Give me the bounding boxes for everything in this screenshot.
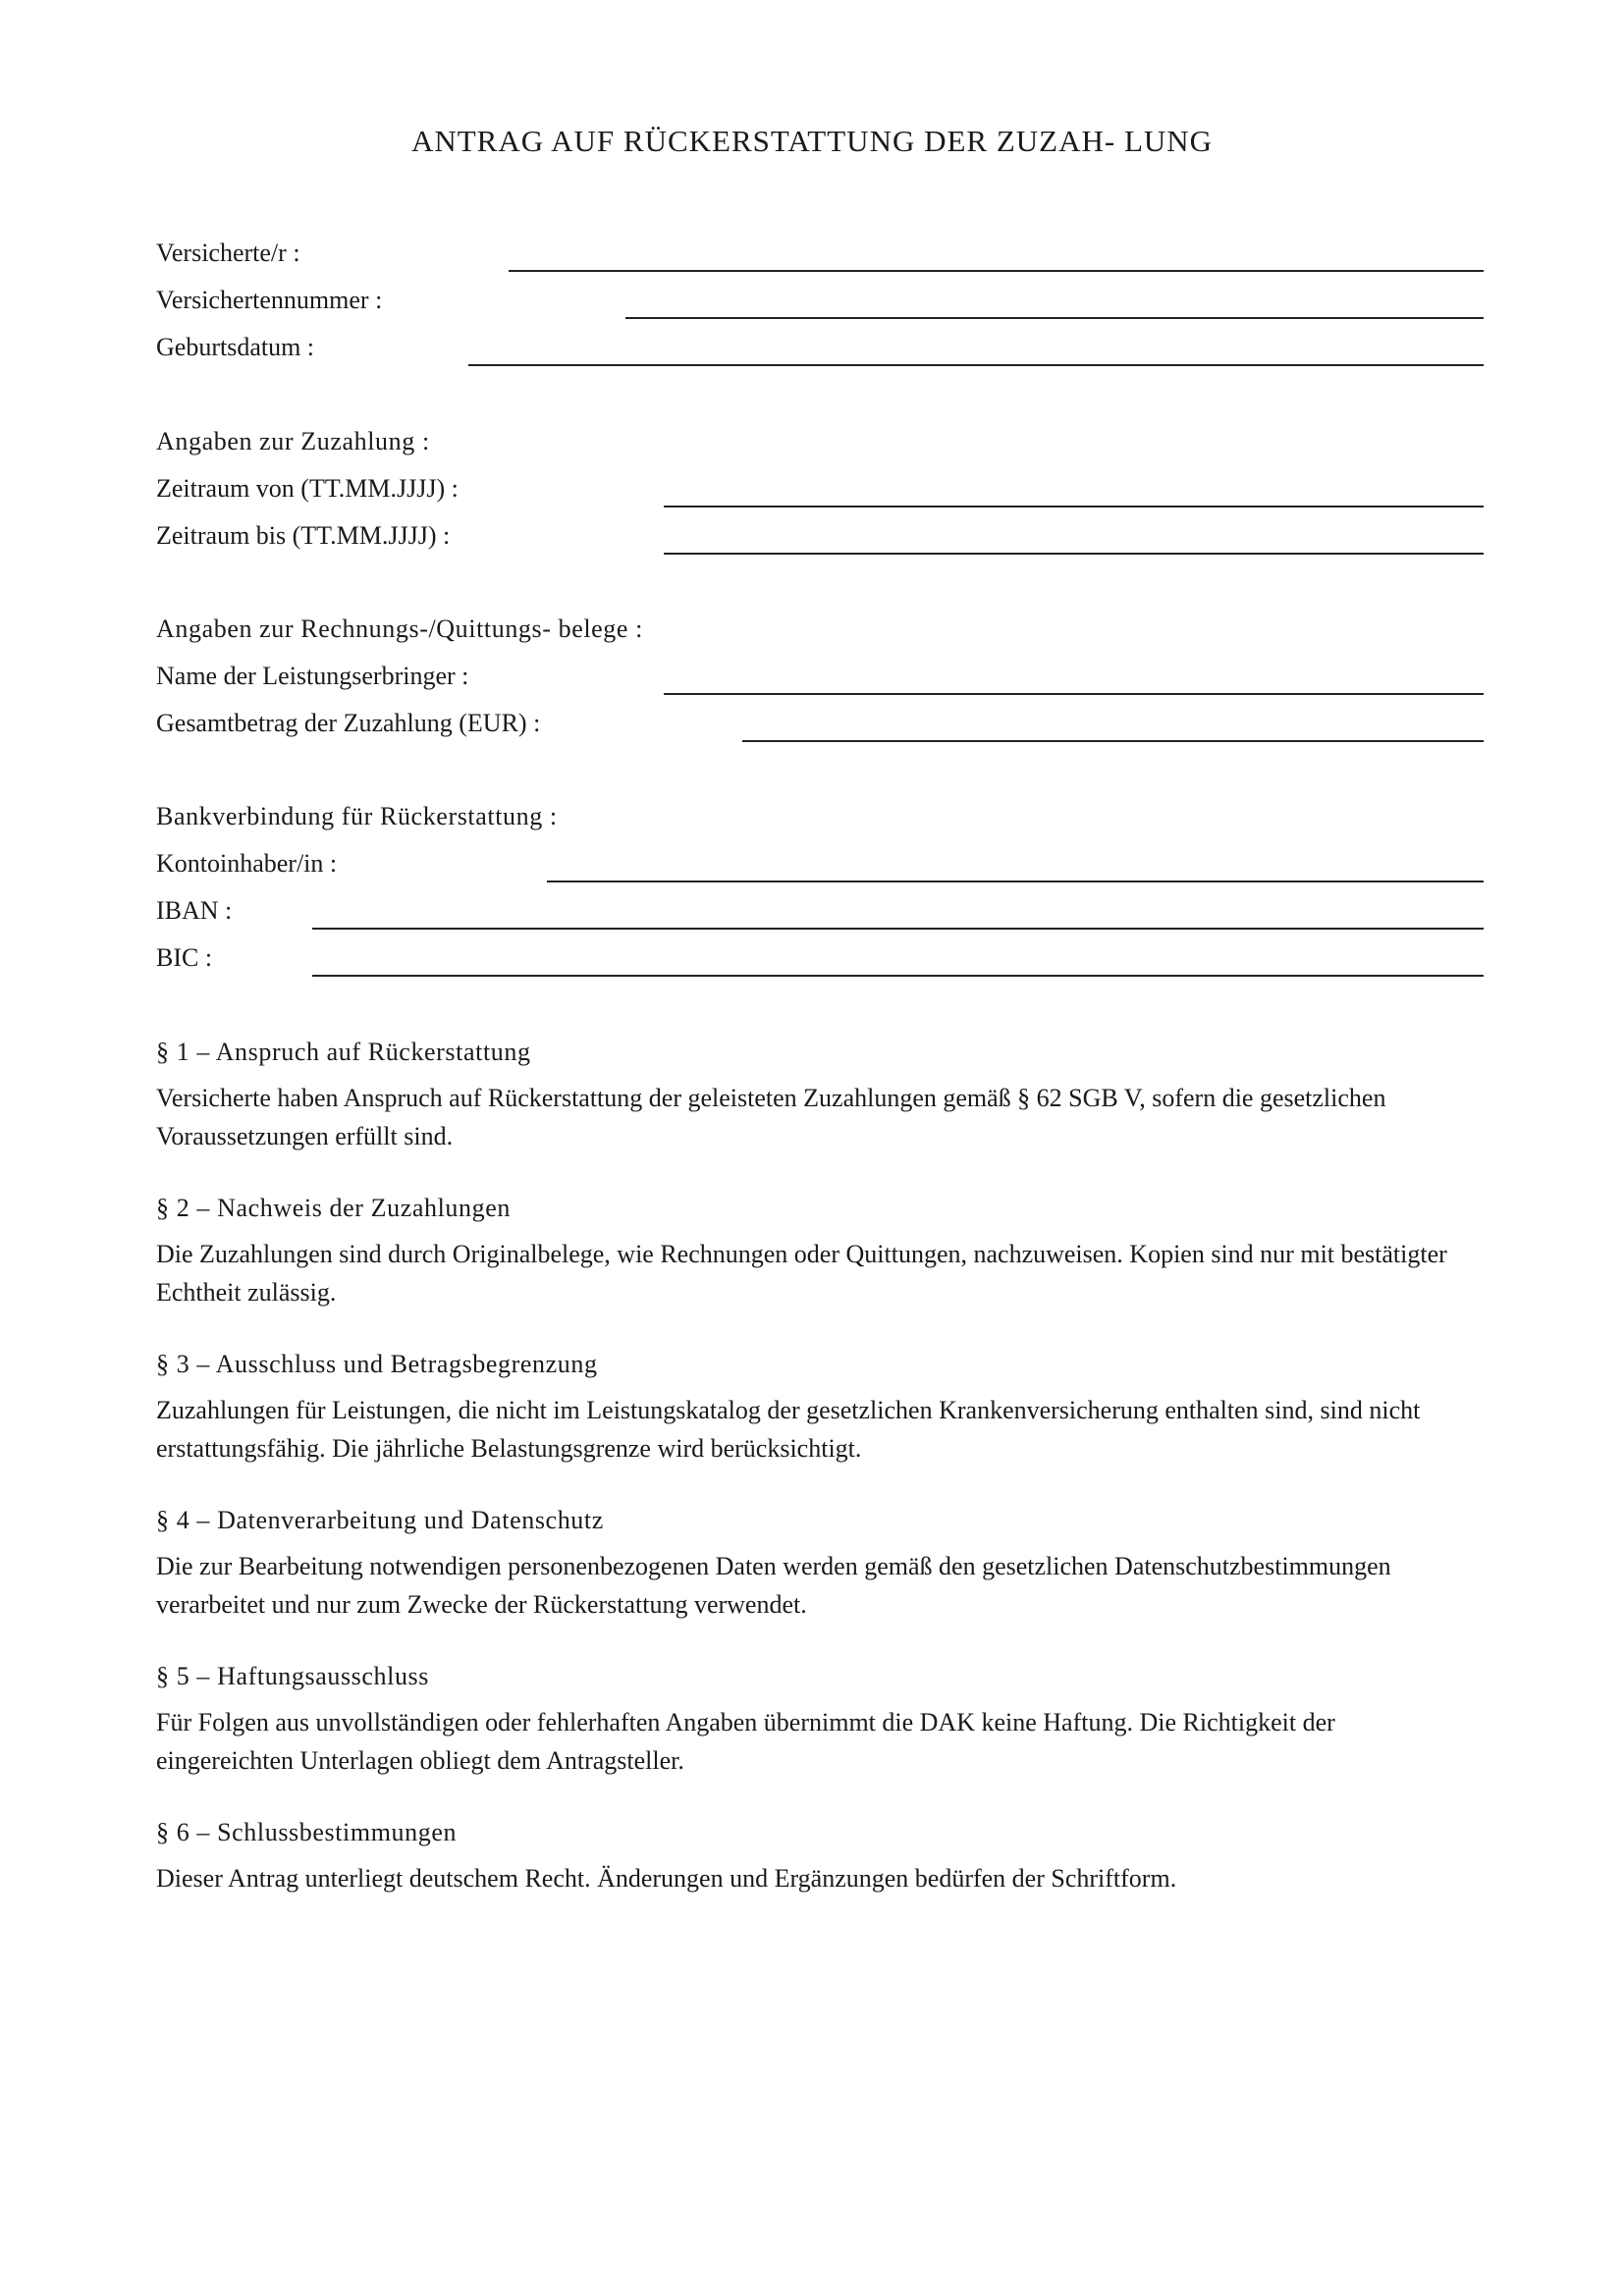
section-1-text: Versicherte haben Anspruch auf Rückerstattung der geleisteten Zuzahlungen gemäß § 62 SGB V, sofern die gesetzlichen Voraussetzungen erfüllt sind. bbox=[156, 1084, 1386, 1150]
birthdate-label: Geburtsdatum : bbox=[156, 333, 315, 361]
iban-field[interactable] bbox=[312, 928, 1484, 930]
bank-heading: Bankverbindung für Rückerstattung : bbox=[156, 802, 558, 830]
total-field[interactable] bbox=[742, 740, 1484, 742]
section-5-title: § 5 – Haftungsausschluss bbox=[156, 1662, 429, 1690]
section-2-title: § 2 – Nachweis der Zuzahlungen bbox=[156, 1194, 511, 1222]
receipts-heading: Angaben zur Rechnungs-/Quittungs- belege : bbox=[156, 614, 643, 643]
document-title: ANTRAG AUF RÜCKERSTATTUNG DER ZUZAH- LUNG bbox=[410, 124, 1214, 158]
section-6-title: § 6 – Schlussbestimmungen bbox=[156, 1818, 458, 1846]
iban-label: IBAN : bbox=[156, 896, 233, 925]
total-label: Gesamtbetrag der Zuzahlung (EUR) : bbox=[156, 709, 541, 737]
account-holder-field[interactable] bbox=[547, 881, 1484, 882]
provider-field[interactable] bbox=[664, 693, 1484, 695]
section-2-text: Die Zuzahlungen sind durch Originalbelege, wie Rechnungen oder Quittungen, nachzuweisen. Kopien sind nur mit bestätigter Echtheit zulässig. bbox=[156, 1240, 1447, 1307]
period-to-field[interactable] bbox=[664, 553, 1484, 555]
provider-label: Name der Leistungserbringer : bbox=[156, 662, 469, 690]
section-1-title: § 1 – Anspruch auf Rückerstattung bbox=[156, 1038, 531, 1066]
period-from-label: Zeitraum von (TT.MM.JJJJ) : bbox=[156, 474, 459, 503]
section-3-title: § 3 – Ausschluss und Betragsbegrenzung bbox=[156, 1350, 598, 1378]
section-6-text: Dieser Antrag unterliegt deutschem Recht. Änderungen und Ergänzungen bedürfen der Schriftform. bbox=[156, 1864, 1177, 1893]
bic-label: BIC : bbox=[156, 943, 213, 972]
section-5-text: Für Folgen aus unvollständigen oder fehlerhaften Angaben übernimmt die DAK keine Haftung. Die Richtigkeit der eingereichten Unterlagen obliegt dem Antragsteller. bbox=[156, 1708, 1335, 1775]
section-4-title: § 4 – Datenverarbeitung und Datenschutz bbox=[156, 1506, 604, 1534]
period-from-field[interactable] bbox=[664, 506, 1484, 507]
account-holder-label: Kontoinhaber/in : bbox=[156, 849, 338, 878]
period-to-label: Zeitraum bis (TT.MM.JJJJ) : bbox=[156, 521, 451, 550]
section-3-text: Zuzahlungen für Leistungen, die nicht im Leistungskatalog der gesetzlichen Krankenversicherung enthalten sind, sind nicht erstattungsfähig. Die jährliche Belastungsgrenze wird berücksichtigt. bbox=[156, 1396, 1421, 1463]
birthdate-field[interactable] bbox=[468, 364, 1484, 366]
section-4-text: Die zur Bearbeitung notwendigen personenbezogenen Daten werden gemäß den gesetzlichen Datenschutzbestimmungen verarbeitet und nur zum Zwecke der Rückerstattung verwendet. bbox=[156, 1552, 1391, 1619]
insured-label: Versicherte/r : bbox=[156, 239, 300, 267]
insured-field[interactable] bbox=[509, 270, 1484, 272]
insured-number-field[interactable] bbox=[625, 317, 1484, 319]
copayment-heading: Angaben zur Zuzahlung : bbox=[156, 427, 430, 455]
insured-number-label: Versichertennummer : bbox=[156, 286, 383, 314]
bic-field[interactable] bbox=[312, 975, 1484, 977]
